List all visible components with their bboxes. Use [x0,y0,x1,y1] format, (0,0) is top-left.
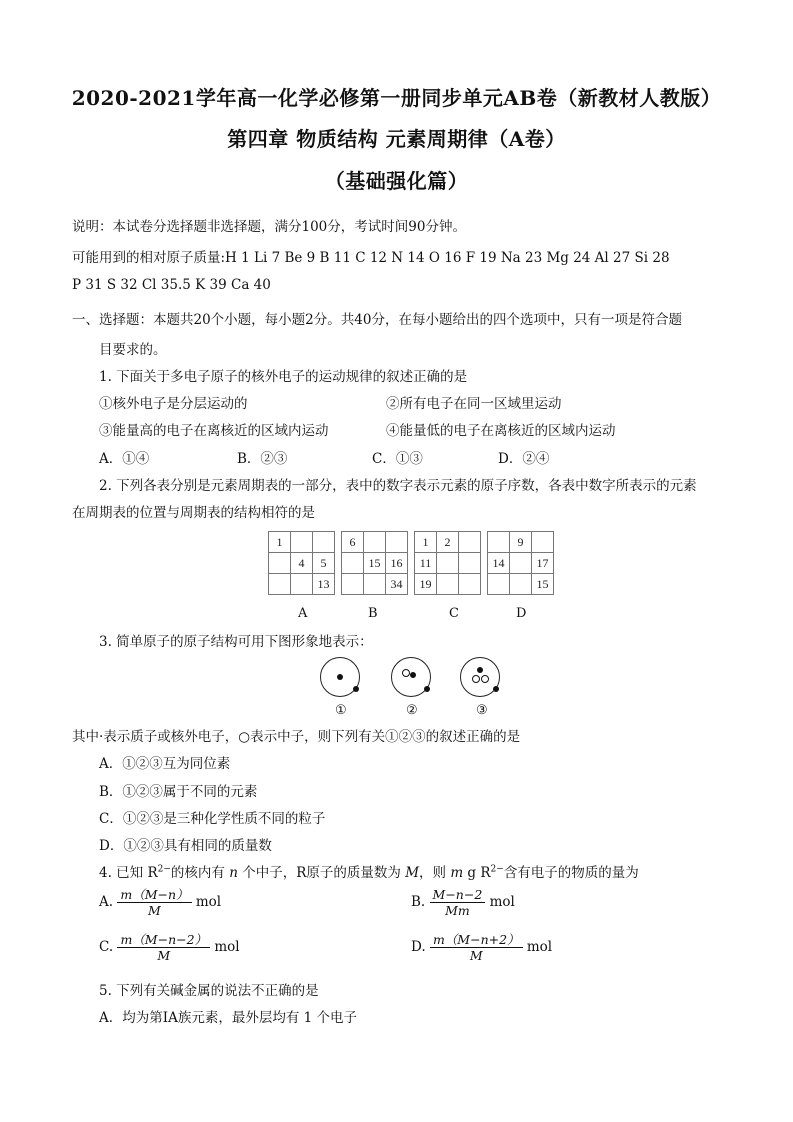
q3-option-c: C．①②③是三种化学性质不同的粒子 [99,811,326,827]
fraction [430,887,486,918]
table-label-d: D [516,606,527,621]
cell [269,553,291,574]
unit: mol [214,939,240,955]
variable-n: n [229,865,238,881]
periodic-table-fragment-b [341,531,408,595]
option-label: D. [411,939,426,955]
section-heading-cont: 目要求的。 [99,342,167,358]
q1-option-a: A．①④ [99,451,150,467]
cell: 1 [415,532,437,553]
cell [364,574,386,595]
cell: 1 [269,532,291,553]
q3-option-d: D．①②③具有相同的质量数 [99,838,272,854]
atom-diagram-2 [391,657,431,697]
option-label: A. [99,894,114,910]
cell: 17 [532,553,554,574]
unit: mol [489,894,515,910]
document-title: 2020-2021学年高一化学必修第一册同步单元AB卷（新教材人教版） [71,86,722,110]
q4-stem-part: 4. 已知 R [99,865,158,881]
proton-dot [410,672,416,678]
charge-superscript: 2− [157,864,171,875]
q5-option-a: A．均为第IA族元素，最外层均有 1 个电子 [99,1010,358,1026]
exam-note: 说明：本试卷分选择题非选择题，满分100分，考试时间90分钟。 [72,219,466,235]
cell [291,532,313,553]
q3-option-b: B．①②③属于不同的元素 [99,784,258,800]
cell [510,553,532,574]
denominator: Mm [445,903,470,918]
q3-description: 其中·表示质子或核外电子，○表示中子，则下列有关①②③的叙述正确的是 [72,729,521,745]
q5-stem: 5. 下列有关碱金属的说法不正确的是 [99,983,319,999]
q4-option-c [99,932,240,963]
q1-statement-4: ④能量低的电子在离核近的区域内运动 [386,423,616,439]
electron-dot [493,686,499,692]
periodic-table-fragment-c [414,531,481,595]
denominator: M [469,948,483,963]
q4-stem-part: ，则 [419,865,447,881]
q4-option-a [99,887,221,918]
cell [342,574,364,595]
atom-label-2: ② [406,703,418,718]
chapter-title: 第四章 物质结构 元素周期律（A卷） [227,127,566,151]
proton-dot [477,667,483,673]
cell [291,574,313,595]
cell [364,532,386,553]
cell [459,532,481,553]
q1-stem: 1. 下面关于多电子原子的核外电子的运动规律的叙述正确的是 [99,369,468,385]
q2-stem: 2. 下列各表分别是元素周期表的一部分，表中的数字表示元素的原子序数，各表中数字所表示的元素 [99,478,697,494]
cell: 9 [510,532,532,553]
cell: 16 [386,553,408,574]
atomic-masses-line2: P 31 S 32 Cl 35.5 K 39 Ca 40 [72,277,271,293]
cell [488,574,510,595]
periodic-table-fragment-d [487,531,554,595]
cell [269,574,291,595]
neutron-ring [472,675,480,683]
q3-stem: 3. 简单原子的原子结构可用下图形象地表示： [99,634,373,650]
cell: 15 [532,574,554,595]
cell: 4 [291,553,313,574]
numerator: m（M−n−2） [117,932,210,948]
charge-superscript: 2− [490,864,504,875]
cell [532,532,554,553]
q1-option-c: C．①③ [372,451,423,467]
cell: 6 [342,532,364,553]
atom-label-1: ① [335,703,347,718]
q4-stem-part: 的核内有 [170,865,225,881]
q1-option-b: B．②③ [237,451,288,467]
numerator: M−n−2 [430,887,486,903]
fraction [117,932,210,963]
q1-option-d: D．②④ [498,451,550,467]
atomic-masses-line1: 可能用到的相对原子质量:H 1 Li 7 Be 9 B 11 C 12 N 14 O 16 F 19 Na 23 Mg 24 Al 27 Si 28 [72,250,670,266]
q3-option-a: A．①②③互为同位素 [99,756,231,772]
q2-stem-cont: 在周期表的位置与周期表的结构相符的是 [72,505,315,521]
variable-m: m [450,865,464,881]
atom-label-3: ③ [476,703,488,718]
cell [437,574,459,595]
table-label-b: B [368,606,378,621]
cell [488,532,510,553]
q1-statement-3: ③能量高的电子在离核近的区域内运动 [99,423,329,439]
subtitle: （基础强化篇） [324,169,469,193]
option-label: B. [411,894,426,910]
atom-diagram-1 [320,657,360,697]
numerator: m（M−n） [117,887,191,903]
atom-diagram-3 [460,657,500,697]
fraction [430,932,523,963]
table-label-a: A [298,606,308,621]
section-heading: 一、选择题：本题共20个小题，每小题2分。共40分，在每小题给出的四个选项中，只有一项是符合题 [72,312,682,328]
table-label-c: C [449,606,459,621]
cell: 11 [415,553,437,574]
cell: 15 [364,553,386,574]
cell [313,532,335,553]
option-label: C. [99,939,114,955]
electron-dot [353,686,359,692]
q4-option-b [411,887,515,918]
denominator: M [148,903,161,918]
periodic-table-fragment-a [268,531,335,595]
cell [342,553,364,574]
cell [437,553,459,574]
q1-statement-1: ①核外电子是分层运动的 [99,396,248,412]
cell: 19 [415,574,437,595]
cell [459,553,481,574]
q4-stem [99,861,639,881]
fraction [117,887,191,918]
unit: mol [526,939,553,955]
cell [386,532,408,553]
cell [459,574,481,595]
neutron-ring [402,669,410,677]
q4-stem-part: g R [467,865,491,881]
numerator: m（M−n+2） [430,932,523,948]
cell: 14 [488,553,510,574]
unit: mol [195,894,222,910]
neutron-ring [481,675,489,683]
cell: 34 [386,574,408,595]
cell: 5 [313,553,335,574]
q4-stem-part: 含有电子的物质的量为 [503,865,639,881]
q4-option-d [411,932,552,963]
q1-statement-2: ②所有电子在同一区域里运动 [386,396,562,412]
denominator: M [157,948,171,963]
q4-stem-part: 个中子，R原子的质量数为 [242,865,401,881]
variable-m-upper: M [405,865,420,881]
electron-dot [424,686,430,692]
cell: 2 [437,532,459,553]
cell [510,574,532,595]
cell: 13 [313,574,335,595]
proton-dot [337,674,343,680]
